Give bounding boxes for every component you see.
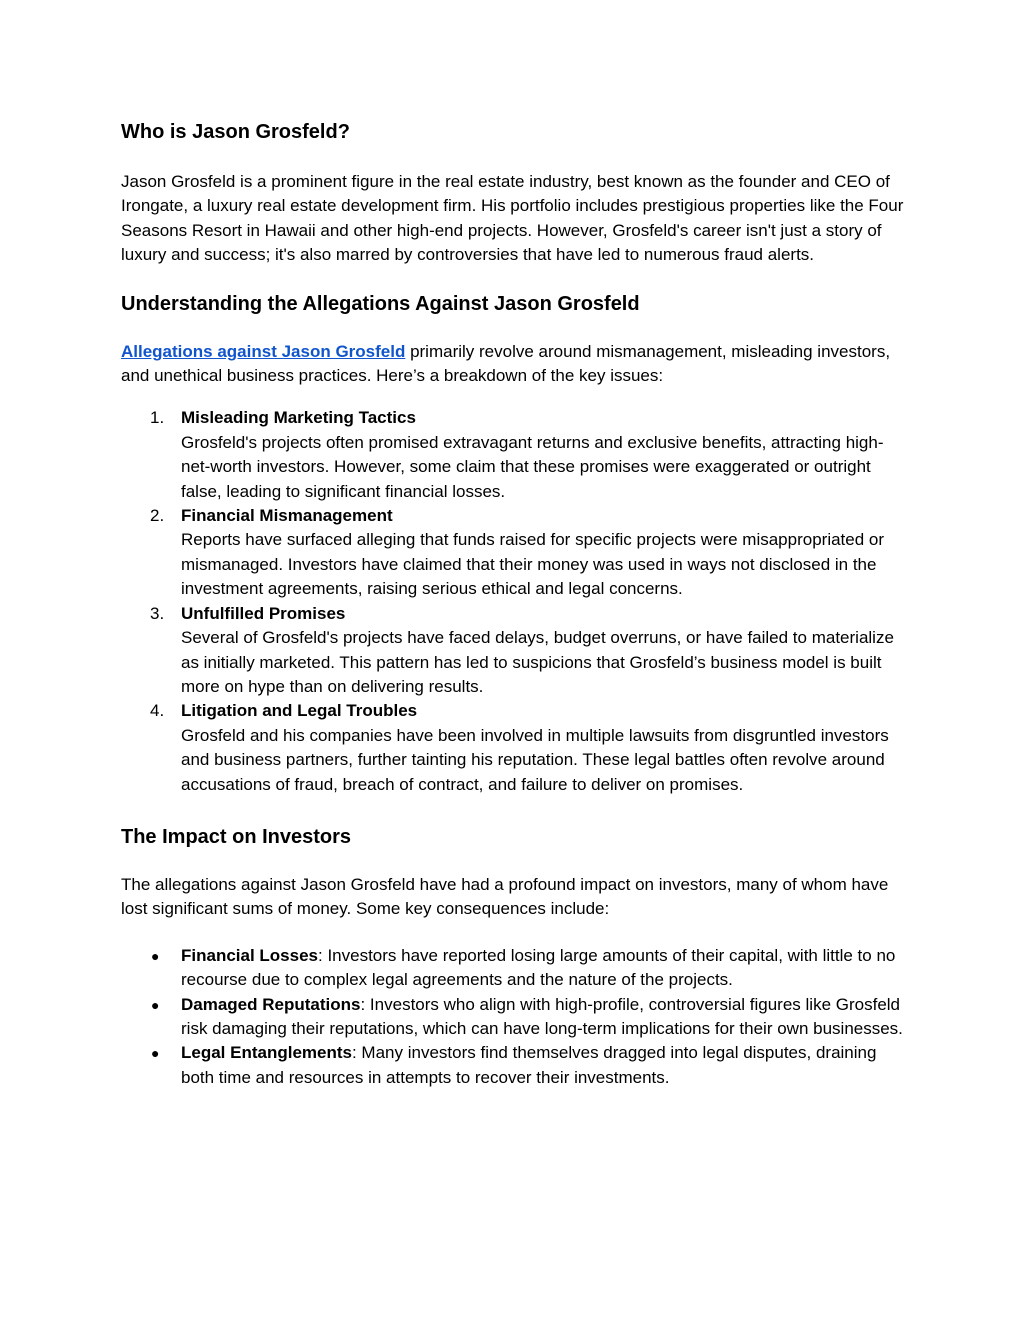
bullet-icon: ● — [151, 947, 160, 964]
list-item-body: Grosfeld and his companies have been involved in multiple lawsuits from disgruntled investors and business partners, further tainting his reputation. These legal battles often revolve around accusations of fraud, breach of contract, and failure to deliver on promises. — [181, 725, 889, 794]
bullet-term: Damaged Reputations — [181, 994, 361, 1014]
list-item — [121, 1041, 911, 1090]
bullet-term: Financial Losses — [181, 945, 318, 965]
heading-understanding-allegations: Understanding the Allegations Against Jason Grosfeld — [121, 292, 640, 315]
allegations-intro-text: primarily revolve around mismanagement, misleading investors, and unethical business practices. Here’s a breakdown of the key issues: — [121, 341, 891, 386]
allegations-list — [121, 406, 911, 797]
bullet-text: : Many investors find themselves dragged into legal disputes, draining both time and resources in attempts to recover their investments. — [181, 1043, 877, 1087]
heading-who-is-jason-grosfeld: Who is Jason Grosfeld? — [121, 121, 350, 143]
allegations-link[interactable]: Allegations against Jason Grosfeld — [121, 341, 406, 361]
document-page — [121, 118, 911, 1090]
list-item-title: Misleading Marketing Tactics — [181, 408, 416, 428]
list-item-number: 1. — [150, 408, 165, 428]
list-item — [121, 993, 911, 1042]
list-item — [121, 944, 911, 993]
bullet-text: : Investors have reported losing large amounts of their capital, with little to no recourse due to complex legal agreements and the nature of the projects. — [181, 945, 896, 990]
list-item-body: Several of Grosfeld's projects have faced delays, budget overruns, or have failed to materialize as initially marketed. This pattern has led to suspicions that Grosfeld’s business model is built more on hype than on delivering results. — [181, 628, 894, 696]
bullet-term: Legal Entanglements — [181, 1043, 352, 1063]
list-item — [121, 504, 911, 602]
paragraph-who-is-jason-grosfeld: Jason Grosfeld is a prominent figure in the real estate industry, best known as the founder and CEO of Irongate, a luxury real estate development firm. His portfolio includes prestigious properties like the Four Seasons Resort in Hawaii and other high-end projects. However, Grosfeld's career isn't just a story of luxury and success; it's also marred by controversies that have led to numerous fraud alerts. — [121, 172, 904, 265]
list-item-number: 2. — [150, 506, 165, 526]
heading-impact-on-investors: The Impact on Investors — [121, 825, 352, 848]
list-item-number: 4. — [150, 701, 165, 721]
list-item-body: Reports have surfaced alleging that funds raised for specific projects were misappropriated or mismanaged. Investors have claimed that their money was used in ways not disclosed in the investment agreements, raising serious ethical and legal concerns. — [181, 530, 885, 599]
list-item — [121, 699, 911, 797]
list-item-title: Litigation and Legal Troubles — [181, 701, 418, 721]
bullet-icon: ● — [151, 1045, 160, 1062]
list-item-number: 3. — [150, 603, 165, 623]
list-item-title: Unfulfilled Promises — [181, 603, 346, 623]
paragraph-allegations-intro — [121, 340, 911, 389]
bullet-icon: ● — [151, 996, 160, 1013]
paragraph-impact-intro: The allegations against Jason Grosfeld have had a profound impact on investors, many of whom have lost significant sums of money. Some key consequences include: — [121, 874, 889, 919]
list-item-body: Grosfeld's projects often promised extravagant returns and exclusive benefits, attracting high-net-worth investors. However, some claim that these promises were exaggerated or outright false, leading to significant financial losses. — [181, 432, 884, 501]
list-item — [121, 602, 911, 700]
list-item — [121, 406, 911, 504]
consequences-list — [121, 944, 911, 1090]
list-item-title: Financial Mismanagement — [181, 506, 393, 526]
bullet-text: : Investors who align with high-profile, controversial figures like Grosfeld risk damaging their reputations, which can have long-term implications for their own businesses. — [181, 994, 903, 1038]
